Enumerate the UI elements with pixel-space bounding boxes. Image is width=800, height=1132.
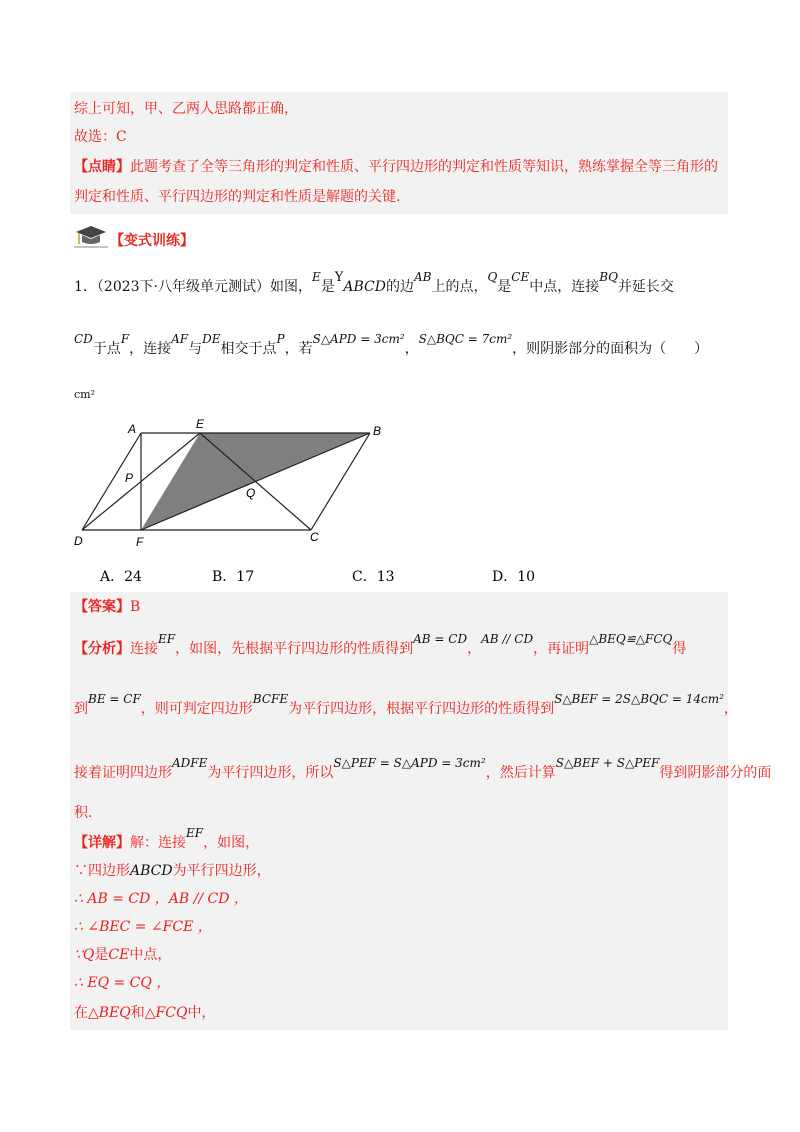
- analysis-text-3a: 接着证明四边形: [74, 765, 172, 781]
- label-e: E: [196, 417, 205, 431]
- comment-line-1: [74, 158, 718, 176]
- unit-line: cm²: [74, 388, 96, 401]
- text-de-bian: 的边: [385, 279, 414, 295]
- conclusion-line: 综上可知，甲、乙两人思路都正确，: [74, 101, 298, 117]
- detail-line-0: [74, 826, 260, 852]
- detail-1a: ∵四边形: [74, 863, 130, 879]
- analysis-line-2: [74, 692, 738, 718]
- comment-tag: 【点睛】: [74, 159, 130, 175]
- detail-line-3: ∴ ∠BEC = ∠FCE ，: [74, 919, 212, 935]
- var-ef: EF: [158, 632, 176, 646]
- analysis-line-4: 积.: [74, 805, 93, 821]
- var-q: Q: [487, 270, 498, 284]
- detail-6b: △BEQ: [88, 1005, 131, 1021]
- var-ab: AB: [413, 270, 432, 284]
- text-yu: 与: [188, 341, 203, 357]
- area-pef: S△PEF = S△APD = 3cm²: [333, 756, 486, 770]
- analysis-text-1c: ，再证明: [533, 641, 590, 657]
- analysis-text-1a: 连接: [130, 641, 158, 657]
- text-yudian: 于点: [92, 341, 121, 357]
- text-shi-2: 是: [497, 279, 512, 295]
- label-p: P: [125, 471, 134, 485]
- var-abcd: ABCD: [343, 279, 386, 295]
- text-question-end: ，则阴影部分的面积为（ ）: [512, 341, 709, 357]
- analysis-line-3: [74, 756, 772, 782]
- graduation-cap-icon: [74, 224, 108, 248]
- text-comma: ，: [404, 341, 419, 357]
- analysis-tag: 【分析】: [74, 641, 130, 657]
- detail-tag: 【详解】: [74, 835, 130, 851]
- area-sum: S△BEF + S△PEF: [555, 756, 660, 770]
- analysis-text-3d: 得到阴影部分的面: [659, 765, 772, 781]
- option-d[interactable]: D．10: [492, 569, 536, 585]
- label-d: D: [74, 534, 83, 548]
- var-ce: CE: [511, 270, 530, 284]
- analysis-text-2a: 到: [74, 701, 88, 717]
- detail-4d: 中点，: [129, 947, 172, 963]
- detail-line-2: ∴ AB = CD ，AB // CD ，: [74, 891, 248, 907]
- comment-line-2: 判定和性质、平行四边形的判定和性质是解题的关键.: [74, 189, 401, 205]
- text-xiangjiao: 相交于点: [220, 341, 277, 357]
- eq-ab-cd: AB = CD: [413, 632, 468, 646]
- detail-line-4: [74, 946, 171, 964]
- detail-6a: 在: [74, 1005, 88, 1021]
- eq-be-cf: BE = CF: [88, 692, 141, 706]
- option-a[interactable]: A．24: [100, 569, 142, 585]
- detail-6d: △FCQ: [144, 1005, 188, 1021]
- detail-6e: 中，: [187, 1005, 216, 1021]
- text-lianjie: ，连接: [129, 341, 172, 357]
- text-shang: 上的点，: [431, 279, 488, 295]
- option-c[interactable]: C．13: [352, 569, 395, 585]
- analysis-comma: ，: [467, 641, 482, 657]
- detail-var-ef: EF: [186, 826, 204, 840]
- var-adfe: ADFE: [172, 756, 208, 770]
- detail-4a: ∵Q: [74, 947, 95, 963]
- text-zhongdian: 中点，连接: [529, 279, 600, 295]
- eq-ab-par-cd: AB // CD: [481, 632, 534, 646]
- geometry-figure: [70, 415, 400, 555]
- parallelogram-symbol: Y: [334, 270, 344, 285]
- var-af: AF: [171, 332, 189, 346]
- detail-line-1: [74, 862, 271, 880]
- var-cd: CD: [74, 332, 93, 346]
- var-de: DE: [202, 332, 221, 346]
- analysis-text-3b: 为平行四边形，所以: [207, 765, 334, 781]
- label-c: C: [310, 530, 319, 544]
- option-b[interactable]: B．17: [212, 569, 255, 585]
- analysis-text-2d: ，: [723, 701, 738, 717]
- answer-value: B: [130, 599, 141, 615]
- question-line-1: [74, 270, 674, 297]
- analysis-line-1: [74, 632, 687, 658]
- answer-line: [74, 598, 140, 616]
- var-p: P: [276, 332, 285, 346]
- area-bef: S△BEF = 2S△BQC = 14cm²: [554, 692, 724, 706]
- eq-congruent: △BEQ≌△FCQ: [589, 632, 673, 646]
- detail-intro: 解：连接: [130, 835, 186, 851]
- var-bcfe: BCFE: [252, 692, 289, 706]
- question-line-2: [74, 332, 709, 358]
- analysis-text-2c: 为平行四边形，根据平行四边形的性质得到: [288, 701, 555, 717]
- area-bqc: S△BQC = 7cm²: [418, 332, 513, 346]
- label-f: F: [136, 535, 144, 549]
- text-shi: 是: [320, 279, 335, 295]
- detail-line-6: [74, 1004, 215, 1022]
- detail-1b: ABCD: [130, 863, 173, 879]
- analysis-text-3c: ，然后计算: [485, 765, 556, 781]
- text-yanchang: 并延长交: [617, 279, 674, 295]
- analysis-text-2b: ，则可判定四边形: [140, 701, 253, 717]
- detail-line-5: ∴ EQ = CQ ，: [74, 975, 171, 991]
- analysis-text-de: 得: [672, 641, 687, 657]
- text-ruo: ，若: [284, 341, 313, 357]
- detail-4b: 是: [94, 947, 109, 963]
- analysis-text-1b: ，如图，先根据平行四边形的性质得到: [175, 641, 414, 657]
- area-apd: S△APD = 3cm²: [312, 332, 405, 346]
- var-e: E: [312, 270, 321, 284]
- label-a: A: [128, 422, 137, 436]
- label-q: Q: [246, 486, 256, 500]
- detail-intro-2: ，如图，: [203, 835, 260, 851]
- label-b: B: [373, 424, 382, 438]
- question-intro: 1．（2023下·八年级单元测试）如图，: [74, 279, 312, 295]
- comment-text-1: 此题考查了全等三角形的判定和性质、平行四边形的判定和性质等知识，熟练掌握全等三角形的: [130, 159, 718, 175]
- var-bq: BQ: [599, 270, 618, 284]
- section-title: 【变式训练】: [110, 233, 194, 249]
- detail-6c: 和: [130, 1005, 145, 1021]
- answer-tag: 【答案】: [74, 599, 130, 615]
- choice-line: 故选：C: [74, 129, 127, 145]
- detail-4c: CE: [108, 947, 130, 963]
- var-f: F: [120, 332, 130, 346]
- detail-1c: 为平行四边形，: [172, 863, 271, 879]
